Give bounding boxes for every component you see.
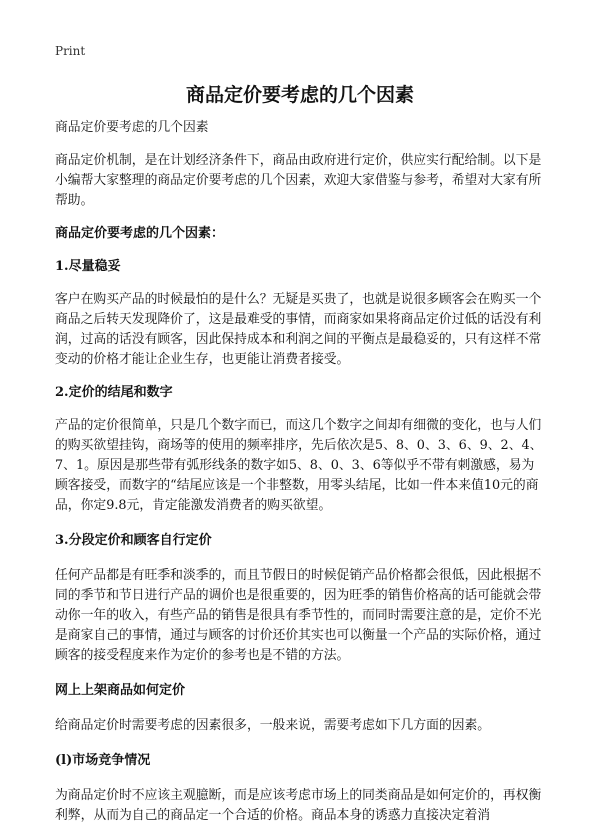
point2-paragraph: 产品的定价很简单，只是几个数字而已，而这几个数字之间却有细微的变化，也与人们的购买欲望挂钩，商场等的使用的频率排序，先后依次是5、8、0、3、6、9、2、4、7、1。原因是那些带有弧形线条的数字如5、8、0、3、6等似乎不带有刺激感，易为顾客接受，而数字的“结尾应该是一个非整数，用零头结尾，比如一件本来值10元的商品，你定9.8元，肯定能激发消费者的购买欲望。: [55, 418, 543, 513]
point1-heading: 1.尽量稳妥: [55, 259, 121, 274]
section-heading-online-pricing: 网上上架商品如何定价: [55, 683, 186, 698]
point1-paragraph: 客户在购买产品的时候最怕的是什么？无疑是买贵了，也就是说很多顾客会在购买一个商品之后转天发现降价了，这是最难受的事情，而商家如果将商品定价过低的话没有利润，过高的话没有顾客，因此保持成本和利润之间的平衡点是最稳妥的，只有这样不常变动的价格才能让企业生存，也更能让消费者接受。: [55, 292, 542, 367]
page-title: 商品定价要考虑的几个因素: [185, 84, 414, 106]
sub1-heading: (l)市场竞争情况: [55, 753, 151, 768]
sub1-paragraph: 为商品定价时不应该主观臆断，而是应该考虑市场上的同类商品是如何定价的，再权衡利弊，从而为自己的商品定一个合适的价格。商品本身的诱惑力直接决定着消: [55, 788, 542, 823]
point3-paragraph: 任何产品都是有旺季和淡季的，而且节假日的时候促销产品价格都会很低，因此根据不同的季节和节日进行产品的调价也是很重要的，因为旺季的销售价格高的话可能就会带动你一年的收入，有些产品的销售是很具有季节性的，而同时需要注意的是，定价不光是商家自己的事情，通过与顾客的讨价还价其实也可以衡量一个产品的实际价格，通过顾客的接受程度来作为定价的参考也是不错的方法。: [55, 568, 542, 663]
intro-paragraph: 商品定价机制，是在计划经济条件下，商品由政府进行定价，供应实行配给制。以下是小编帮大家整理的商品定价要考虑的几个因素，欢迎大家借鉴与参考，希望对大家有所帮助。: [55, 153, 542, 208]
print-label[interactable]: Print: [55, 44, 86, 58]
point3-heading: 3.分段定价和顾客自行定价: [55, 533, 212, 548]
section2-paragraph: 给商品定价时需要考虑的因素很多，一般来说，需要考虑如下几方面的因素。: [55, 718, 491, 733]
article-subtitle: 商品定价要考虑的几个因素: [55, 120, 209, 135]
point2-heading: 2.定价的结尾和数字: [55, 385, 173, 400]
article-body: [55, 118, 547, 826]
section-heading-factors: 商品定价要考虑的几个因素：: [55, 226, 225, 241]
